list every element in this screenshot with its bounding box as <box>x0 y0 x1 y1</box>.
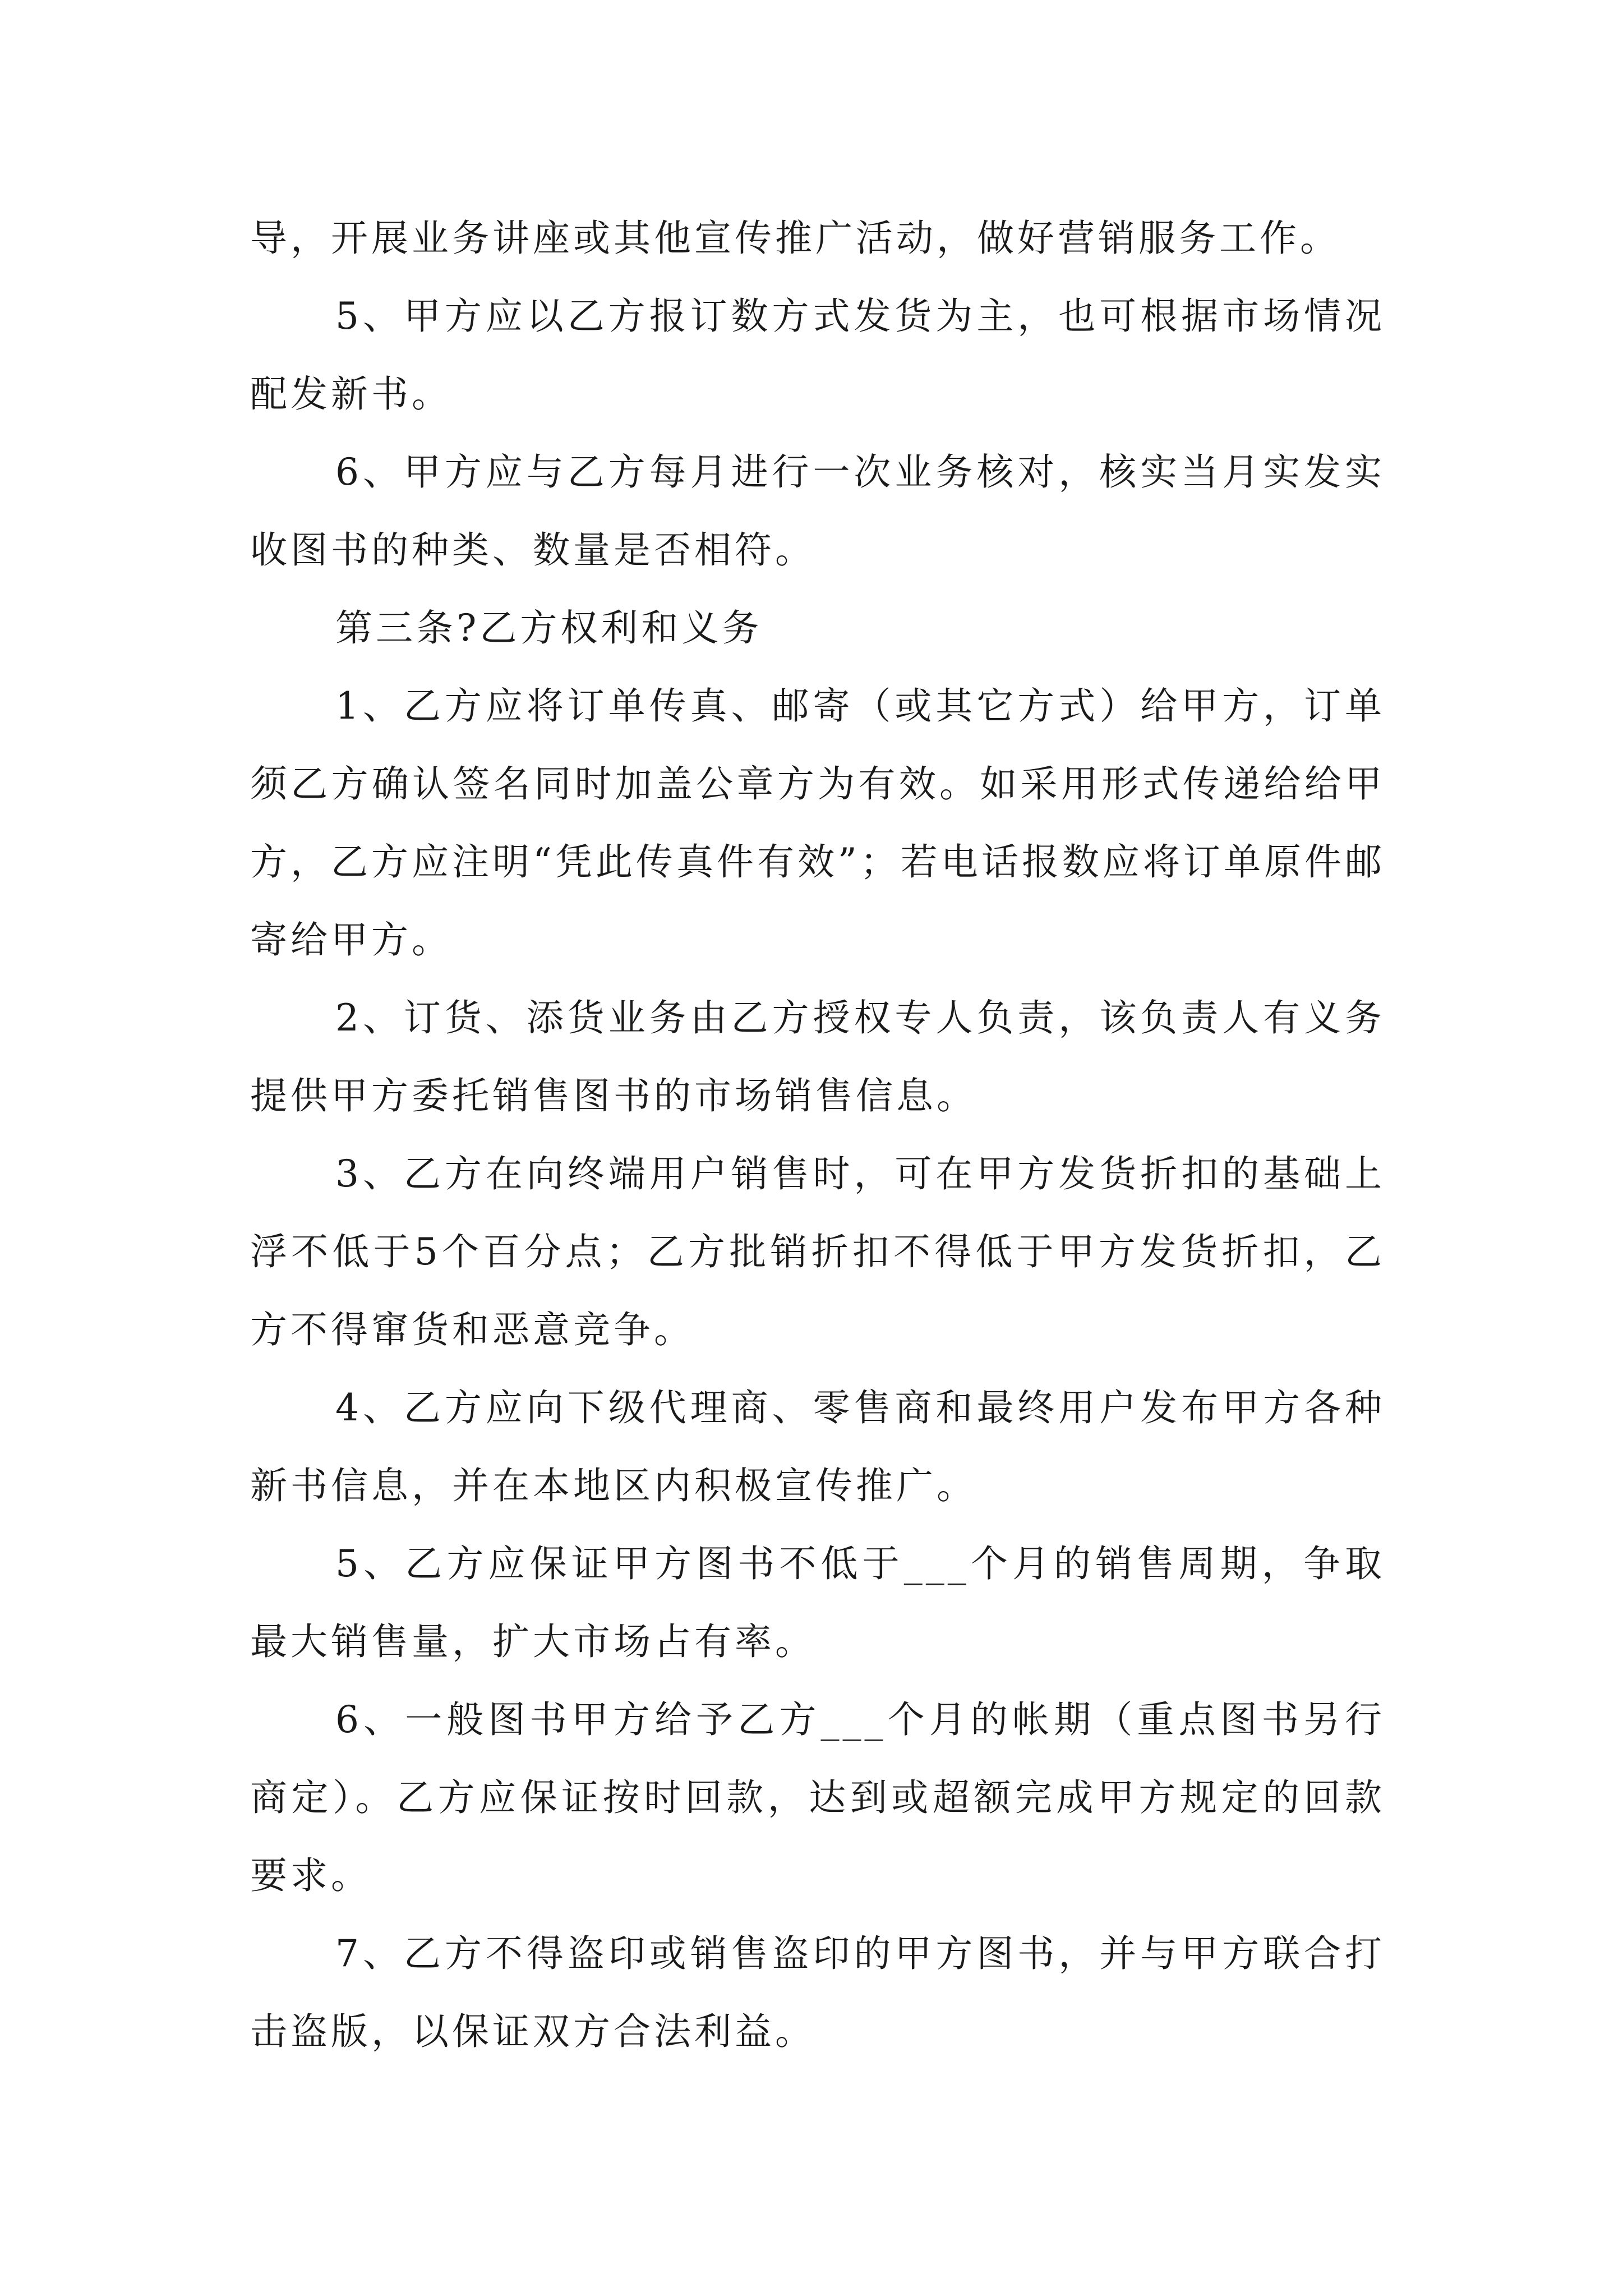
paragraph-party-b-clause-4: 4、乙方应向下级代理商、零售商和最终用户发布甲方各种新书信息，并在本地区内积极宣传推广。 <box>250 1386 1385 1507</box>
paragraph-party-b-clause-1: 1、乙方应将订单传真、邮寄（或其它方式）给甲方，订单须乙方确认签名同时加盖公章方为有效。如采用形式传递给给甲方，乙方应注明“凭此传真件有效”；若电话报数应将订单原件邮寄给甲方。 <box>250 684 1385 961</box>
paragraph-party-b-clause-2: 2、订货、添货业务由乙方授权专人负责，该负责人有义务提供甲方委托销售图书的市场销售信息。 <box>250 996 1385 1117</box>
document-body <box>250 199 1385 2070</box>
paragraph-party-a-clause-5: 5、甲方应以乙方报订数方式发货为主，也可根据市场情况配发新书。 <box>250 295 1385 416</box>
paragraph-party-b-clause-5: 5、乙方应保证甲方图书不低于___个月的销售周期，争取最大销售量，扩大市场占有率。 <box>250 1542 1385 1663</box>
section-heading-article-3: 第三条?乙方权利和义务 <box>335 606 763 650</box>
paragraph-party-a-clause-6: 6、甲方应与乙方每月进行一次业务核对，核实当月实发实收图书的种类、数量是否相符。 <box>250 450 1385 572</box>
paragraph-party-b-clause-3: 3、乙方在向终端用户销售时，可在甲方发货折扣的基础上浮不低于5个百分点；乙方批销折扣不得低于甲方发货折扣，乙方不得窜货和恶意竞争。 <box>250 1152 1385 1351</box>
paragraph-party-b-clause-6: 6、一般图书甲方给予乙方___个月的帐期（重点图书另行商定）。乙方应保证按时回款，达到或超额完成甲方规定的回款要求。 <box>250 1698 1385 1897</box>
paragraph-continuation: 导，开展业务讲座或其他宣传推广活动，做好营销服务工作。 <box>250 217 1340 260</box>
paragraph-party-b-clause-7: 7、乙方不得盗印或销售盗印的甲方图书，并与甲方联合打击盗版，以保证双方合法利益。 <box>250 1932 1385 2053</box>
